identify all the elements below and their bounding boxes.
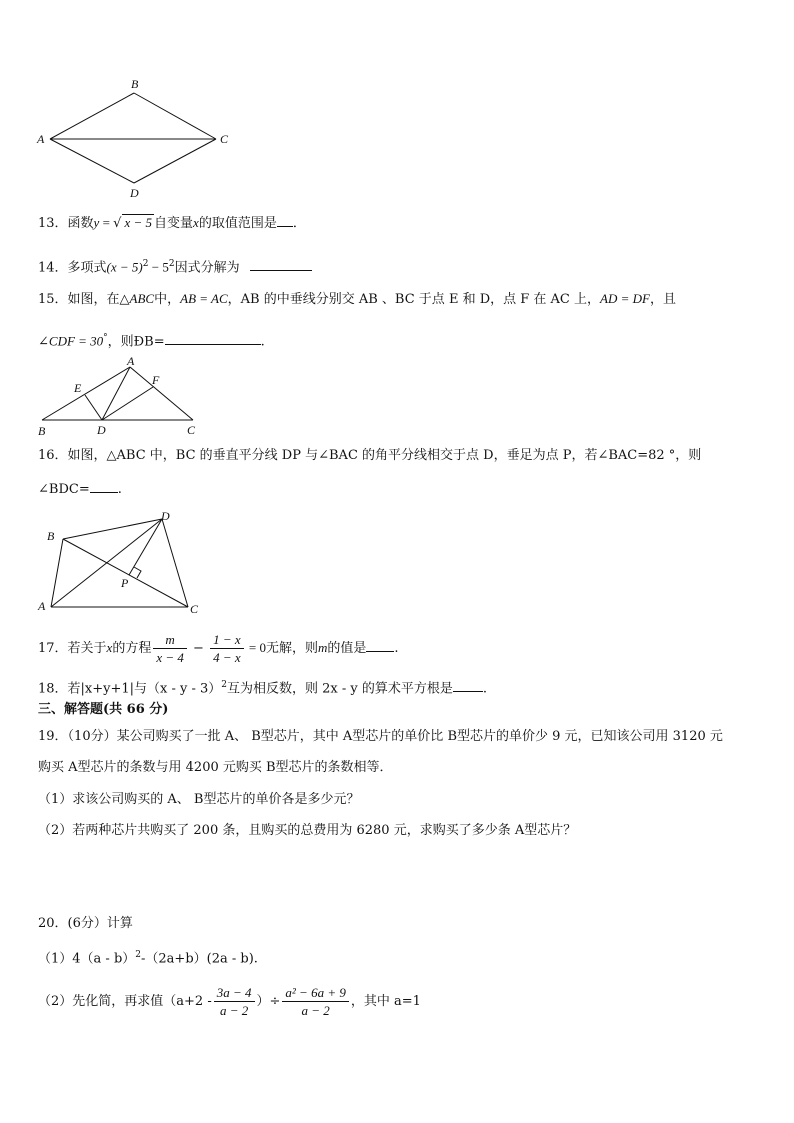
question-16-line1 [38, 446, 701, 466]
q17-frac2-den: 4 − x [213, 650, 241, 665]
question-19-line1: 19．（10分）某公司购买了一批 A、 B型芯片，其中 A型芯片的单价比 B型芯片的单价少 9 元，已知该公司用 3120 元 [38, 729, 723, 744]
q20-sub2-c: ，其中 a=1 [350, 994, 421, 1009]
rhombus-label-b: B [131, 77, 139, 91]
q18-text-a: 18．若|x+y+1|与（x - y - 3） [38, 681, 222, 697]
q16-bdc: ∠BDC= [38, 482, 90, 497]
question-14 [38, 254, 312, 278]
q15-text-e: ，则ÐB= [107, 334, 165, 350]
question-15-line1 [38, 289, 676, 310]
q16-end: . [117, 482, 122, 497]
q15-angle: ∠CDF = 30 [38, 333, 104, 349]
q13-end: ． [292, 216, 306, 231]
rhombus-label-c: C [220, 132, 229, 146]
q17-end: . [394, 641, 399, 656]
q17-fraction-2 [210, 631, 244, 666]
question-17 [38, 629, 399, 668]
q15-text-d: ，且 [649, 292, 676, 307]
question-18 [38, 675, 487, 699]
q17-frac1-num: m [153, 631, 187, 649]
rhombus-label-d: D [130, 186, 139, 200]
tri15-label-d: D [97, 423, 106, 437]
question-20-title: 20．(6分）计算 [38, 916, 133, 931]
q13-mid: 自变量 [154, 216, 194, 231]
q17-x: x [106, 640, 113, 655]
q13-prefix: 13．函数 [38, 216, 94, 231]
q20-frac1-den: a − 2 [219, 1003, 249, 1018]
q20-frac2-num: a² − 6a + 9 [282, 984, 348, 1002]
tri15-label-b: B [38, 424, 46, 438]
question-20-sub2 [38, 982, 421, 1022]
q18-answer-blank[interactable] [453, 677, 483, 692]
q14-exp2: 2 [168, 259, 175, 269]
q20-fraction-1 [214, 984, 255, 1019]
q15-end: . [260, 334, 265, 350]
rhombus-label-a: A [37, 132, 45, 146]
q17-frac1-den: x − 4 [156, 650, 184, 665]
quad16-label-a: A [38, 599, 46, 613]
q20-fraction-2 [282, 984, 348, 1019]
tri15-label-a: A [127, 354, 135, 368]
q16-answer-blank[interactable] [90, 478, 118, 493]
q15-answer-blank[interactable] [165, 330, 261, 345]
quad16-label-p: P [121, 576, 129, 590]
rhombus-figure [30, 72, 240, 202]
q20-sub2-b: ）÷ [256, 994, 281, 1009]
q17-fraction-1 [153, 631, 187, 666]
q13-radicand: x − 5 [124, 215, 153, 230]
q20-sub1-b: -（2a+b）(2a - b). [141, 951, 258, 967]
q13-eq: = [99, 215, 114, 230]
q15-deg: ° [103, 333, 108, 343]
quad-16-figure [30, 505, 210, 620]
q18-end: . [482, 681, 488, 697]
q15-eq2: AD = DF [600, 291, 650, 306]
question-13 [38, 212, 306, 234]
q15-text-a: 15．如图，在 [38, 292, 120, 307]
tri15-label-e: E [74, 381, 82, 395]
quad16-label-c: C [190, 602, 199, 616]
quad16-label-d: D [161, 509, 170, 523]
q17-suffix: 无解，则 [265, 641, 318, 656]
q13-y: y [93, 215, 100, 230]
q14-prefix: 14．多项式 [38, 260, 107, 276]
q17-answer-blank[interactable] [366, 637, 394, 652]
q20-sub1-a: （1）4（a - b） [38, 951, 136, 967]
q17-prefix: 17．若关于 [38, 641, 107, 656]
question-16-line2 [38, 478, 122, 500]
q14-minus: − 5 [148, 259, 169, 275]
question-19-sub1: （1）求该公司购买的 A、 B型芯片的单价各是多少元？ [38, 792, 360, 807]
question-19-line2: 购买 A型芯片的条数与用 4200 元购买 B型芯片的条数相等． [38, 760, 393, 775]
q17-m: m [317, 640, 328, 655]
q17-suffix2: 的值是 [327, 641, 367, 656]
q15-text-c: ，AB 的中垂线分别交 AB 、BC 于点 E 和 D，点 F 在 AC 上， [227, 292, 601, 307]
q20-sub1-exp: 2 [135, 950, 142, 960]
tri15-label-f: F [152, 373, 160, 387]
q14-suffix: 因式分解为 [174, 260, 240, 276]
question-20-sub1 [38, 945, 258, 969]
q20-sub2-a: （2）先化简，再求值（a+2 - [38, 994, 212, 1009]
q13-x: x [193, 215, 199, 230]
q14-answer-blank[interactable] [250, 256, 312, 271]
q15-text-b: 中， [154, 292, 181, 307]
q14-exp1: 2 [142, 259, 149, 269]
q13-answer-blank[interactable] [277, 212, 293, 227]
tri15-label-c: C [187, 423, 196, 437]
q18-exp: 2 [221, 680, 228, 690]
q15-triangle: △ABC [119, 291, 155, 306]
q20-frac2-den: a − 2 [301, 1003, 330, 1018]
q15-eq1: AB = AC [180, 291, 228, 306]
q17-minus: − [188, 641, 209, 656]
q14-expr: (x − 5) [106, 259, 143, 275]
question-15-line2 [38, 328, 265, 352]
question-19-sub2: （2）若两种芯片共购买了 200 条，且购买的总费用为 6280 元，求购买了多少条 A型芯片？ [38, 823, 577, 838]
section-3-title: 三、解答题(共 66 分) [38, 702, 169, 717]
triangle-15-figure [30, 354, 210, 440]
sqrt-symbol: √ [113, 216, 122, 231]
q17-eq0: = 0 [245, 640, 266, 655]
q18-text-b: 互为相反数，则 2x - y 的算术平方根是 [227, 681, 453, 697]
q13-suffix: 的取值范围是 [198, 216, 277, 231]
q20-frac1-num: 3a − 4 [214, 984, 255, 1002]
q17-frac2-num: 1 − x [210, 631, 244, 649]
quad16-label-b: B [47, 529, 55, 543]
q17-mid: 的方程 [112, 641, 152, 656]
q16-text: 16．如图，△ABC 中，BC 的垂直平分线 DP 与∠BAC 的角平分线相交于点 D，垂足为点 P，若∠BAC=82 °，则 [38, 448, 702, 463]
